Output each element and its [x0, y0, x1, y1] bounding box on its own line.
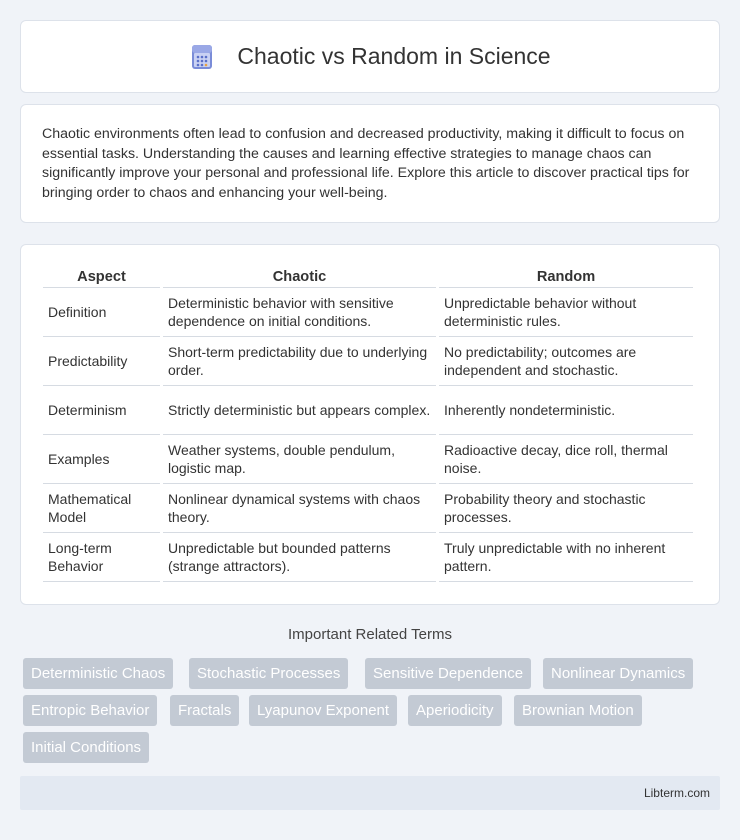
cell-random: Truly unpredictable with no inherent pattern. — [439, 533, 693, 582]
comparison-card — [20, 244, 720, 605]
tag-aperiodicity[interactable]: Aperiodicity — [408, 695, 502, 726]
table-row — [43, 533, 693, 582]
table-row — [43, 484, 693, 533]
tag-deterministic-chaos[interactable]: Deterministic Chaos — [23, 658, 173, 689]
intro-text: Chaotic environments often lead to confusion and decreased productivity, making it difficult to focus on essential tasks. Understanding the causes and learning effective strategies to manage chaos can significantly improve your personal and professional life. Explore this article to discover practical tips for bringing order to chaos and enhancing your well-being. — [42, 126, 690, 201]
footer-site-link[interactable]: Libterm.com — [643, 786, 710, 800]
cell-aspect: Definition — [43, 288, 160, 337]
intro-card — [20, 104, 720, 223]
tag-stochastic-processes[interactable]: Stochastic Processes — [189, 658, 348, 689]
tag-initial-conditions[interactable]: Initial Conditions — [23, 732, 149, 763]
cell-aspect: Determinism — [43, 386, 160, 435]
cell-aspect: Examples — [43, 435, 160, 484]
tag-fractals[interactable]: Fractals — [170, 695, 239, 726]
cell-random: Probability theory and stochastic processes. — [439, 484, 693, 533]
table-row — [43, 435, 693, 484]
cell-aspect: Predictability — [43, 337, 160, 386]
cell-chaotic: Strictly deterministic but appears complex. — [163, 386, 436, 435]
table-row — [43, 386, 693, 435]
header-aspect: Aspect — [43, 266, 160, 288]
header-card — [20, 20, 720, 93]
table-row — [43, 288, 693, 337]
cell-chaotic: Short-term predictability due to underlying order. — [163, 337, 436, 386]
calculator-icon — [189, 44, 215, 70]
cell-aspect: Mathematical Model — [43, 484, 160, 533]
cell-random: Unpredictable behavior without deterministic rules. — [439, 288, 693, 337]
table-header-row — [43, 266, 693, 288]
footer — [20, 776, 720, 810]
comparison-table — [40, 266, 696, 582]
page-title: Chaotic vs Random in Science — [237, 43, 551, 69]
cell-chaotic: Weather systems, double pendulum, logistic map. — [163, 435, 436, 484]
tag-entropic-behavior[interactable]: Entropic Behavior — [23, 695, 157, 726]
cell-chaotic: Nonlinear dynamical systems with chaos theory. — [163, 484, 436, 533]
tag-brownian-motion[interactable]: Brownian Motion — [514, 695, 642, 726]
cell-random: Radioactive decay, dice roll, thermal noise. — [439, 435, 693, 484]
related-terms-title: Important Related Terms — [288, 626, 452, 643]
table-row — [43, 337, 693, 386]
header-random: Random — [439, 266, 693, 288]
tag-sensitive-dependence[interactable]: Sensitive Dependence — [365, 658, 531, 689]
tag-nonlinear-dynamics[interactable]: Nonlinear Dynamics — [543, 658, 693, 689]
cell-random: Inherently nondeterministic. — [439, 386, 693, 435]
header-chaotic: Chaotic — [163, 266, 436, 288]
cell-random: No predictability; outcomes are independent and stochastic. — [439, 337, 693, 386]
cell-chaotic: Deterministic behavior with sensitive dependence on initial conditions. — [163, 288, 436, 337]
cell-chaotic: Unpredictable but bounded patterns (strange attractors). — [163, 533, 436, 582]
cell-aspect: Long-term Behavior — [43, 533, 160, 582]
tag-lyapunov-exponent[interactable]: Lyapunov Exponent — [249, 695, 397, 726]
